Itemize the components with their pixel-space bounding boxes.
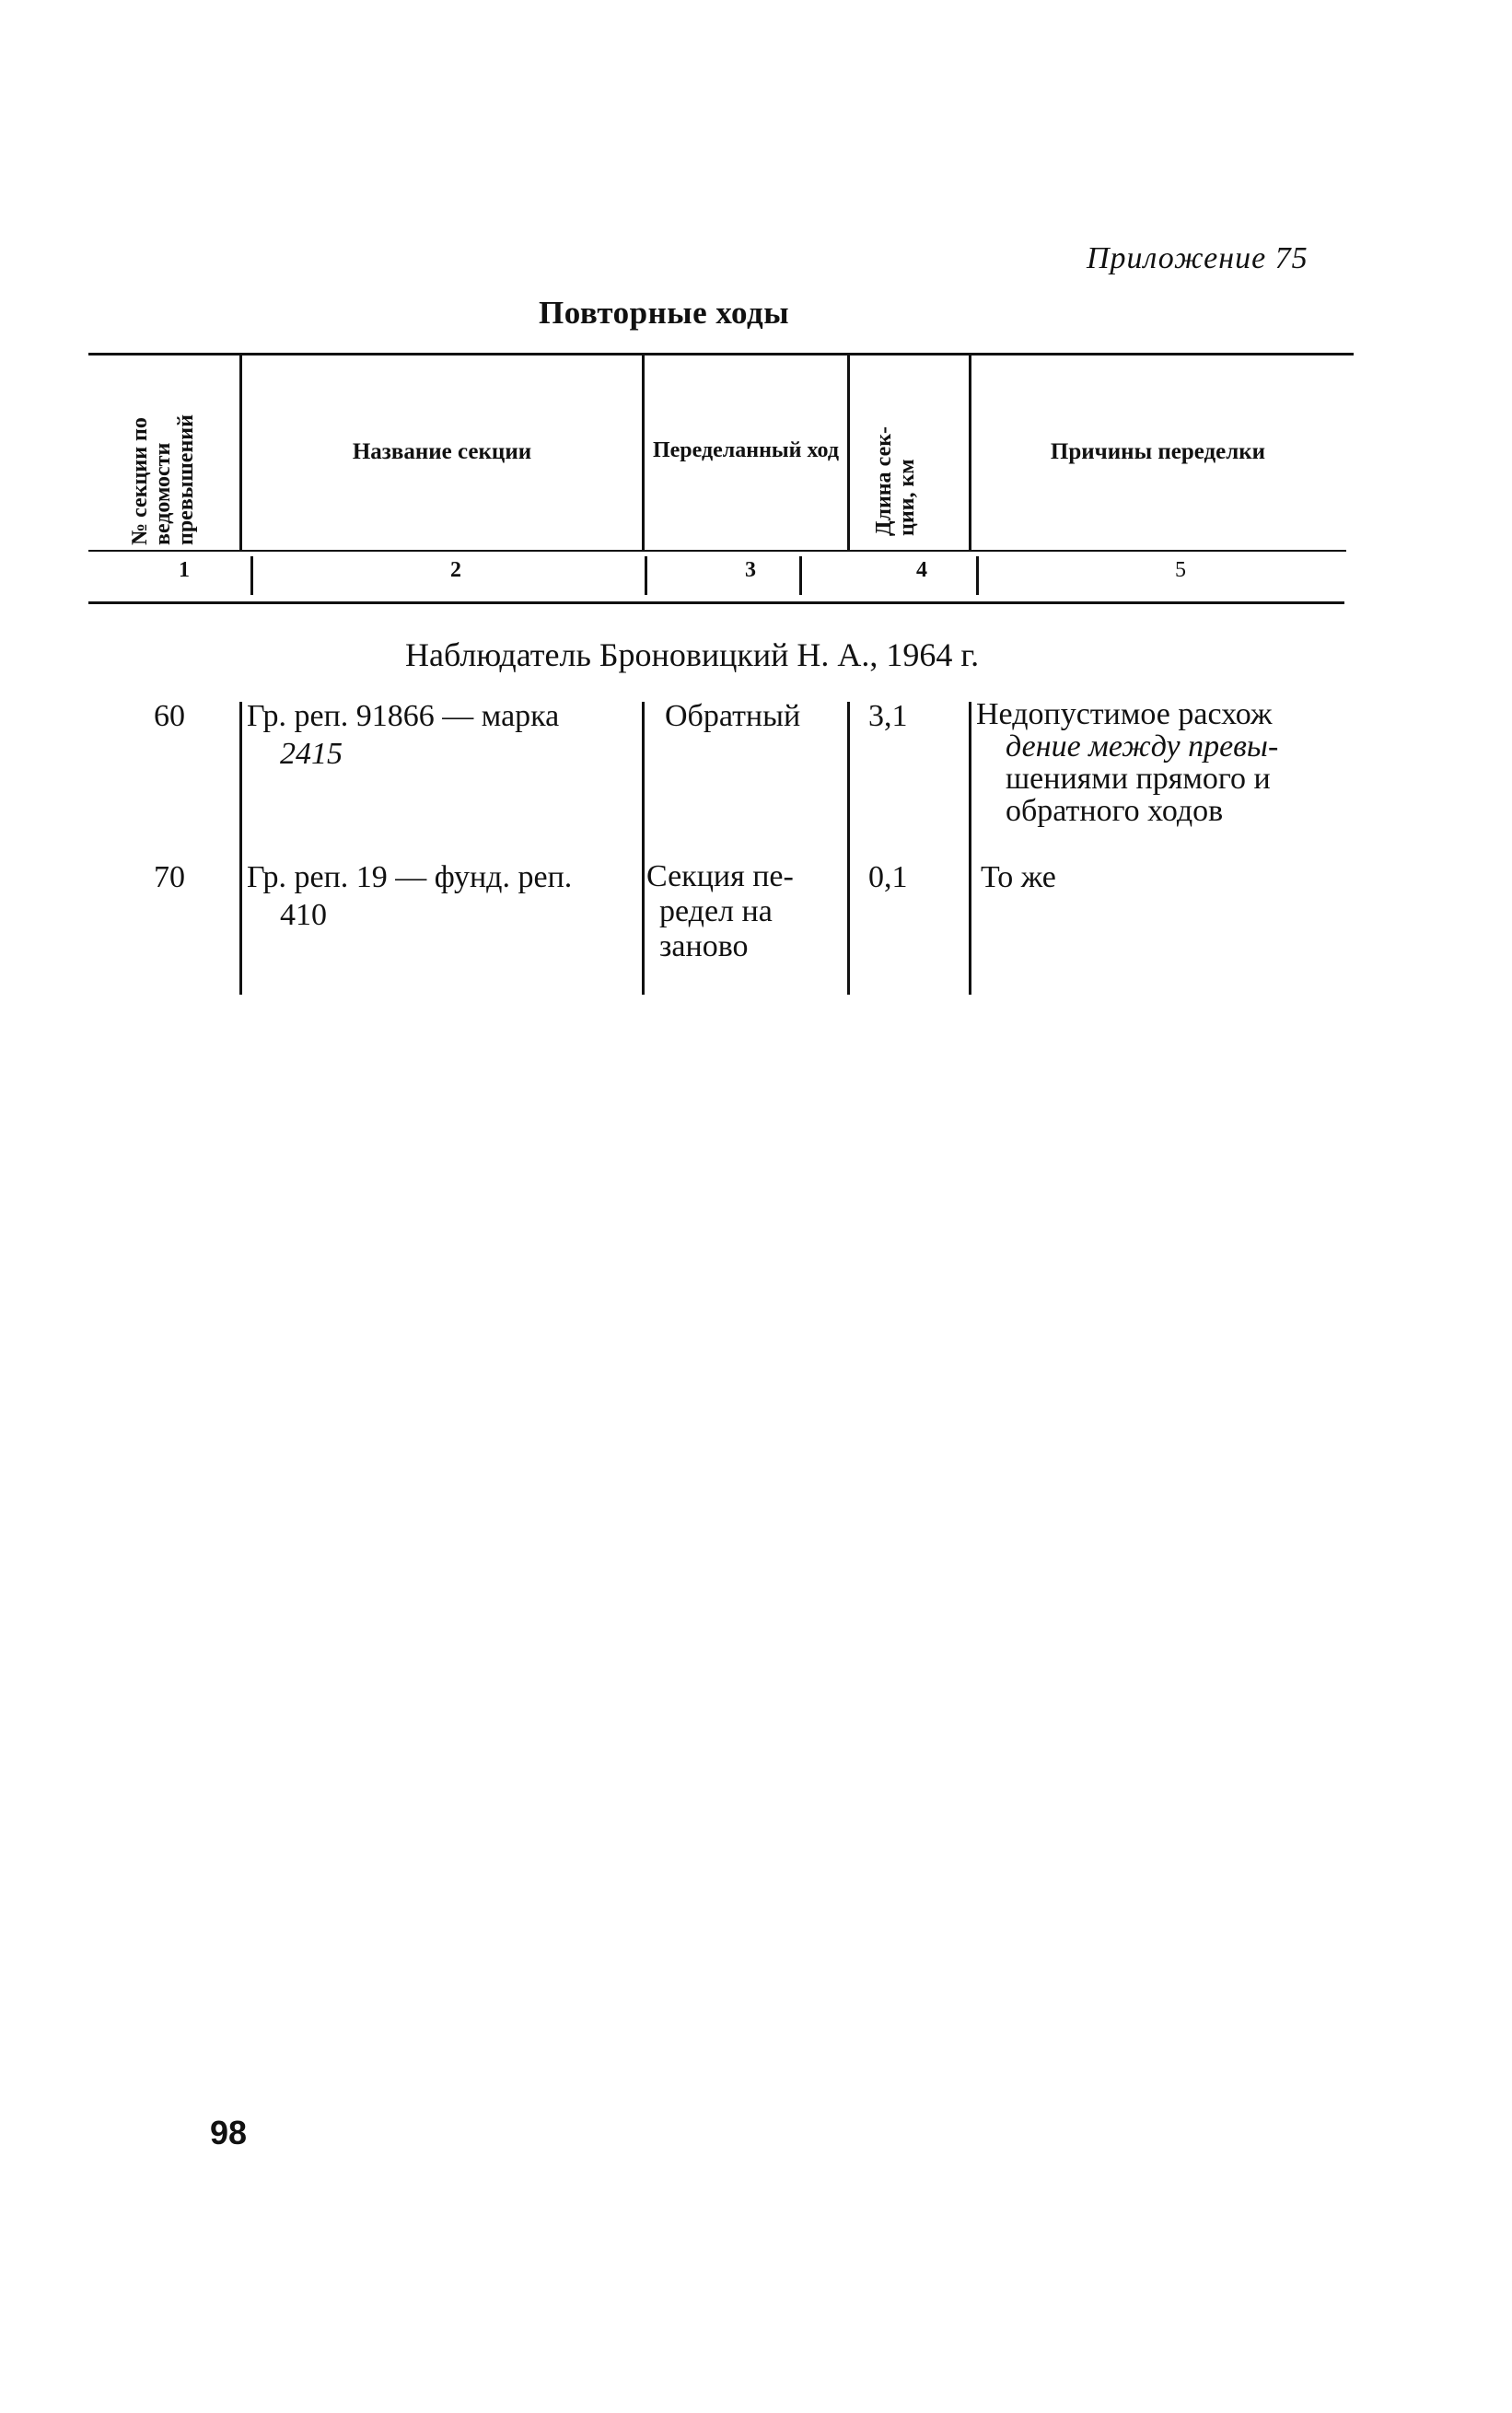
page-title: Повторные ходы: [539, 295, 790, 331]
header-col2: Название секции: [352, 438, 532, 464]
header-divider-2: [642, 355, 645, 550]
table-row-2-name: Гр. реп. 19 — фунд. реп. 410: [247, 860, 573, 932]
appendix-label: Приложение 75: [1087, 241, 1308, 275]
body-divider-3: [847, 702, 850, 995]
header-divider-3: [847, 355, 850, 550]
table-row-1-redo: Обратный: [665, 699, 801, 733]
column-number-4: 4: [916, 558, 927, 582]
header-col3: Переделанный ход: [652, 438, 840, 463]
observer-line: Наблюдатель Броновицкий Н. А., 1964 г.: [405, 636, 980, 673]
table-row-1-number: 60: [154, 699, 185, 733]
table-row-2-reason: То же: [981, 860, 1056, 894]
numrow-divider-3: [799, 556, 802, 595]
numrow-divider-2: [645, 556, 647, 595]
table-row-2-number: 70: [154, 860, 185, 894]
body-divider-4: [969, 702, 971, 995]
numrow-divider-4: [976, 556, 979, 595]
column-number-5: 5: [1175, 558, 1186, 582]
header-col4: Длина сек- ции, км: [872, 425, 920, 536]
table-row-2-length: 0,1: [868, 860, 908, 894]
header-bottom-rule: [88, 550, 1346, 552]
column-number-1: 1: [179, 558, 190, 582]
numrow-divider-1: [250, 556, 253, 595]
table-row-1-name: Гр. реп. 91866 — марка 2415: [247, 699, 560, 771]
header-col1: № секции по ведомости превышений: [128, 414, 199, 545]
column-number-2: 2: [450, 558, 461, 582]
body-divider-1: [239, 702, 242, 995]
page-number: 98: [210, 2114, 248, 2151]
header-col5: Причины переделки: [1050, 438, 1266, 464]
table-row-2-redo: Секция пе- редел на заново: [646, 859, 794, 964]
table-row-1-reason: Недопустимое расхож дение между превы- шениями прямого и обратного ходов: [976, 697, 1279, 829]
table-bottom-rule: [88, 601, 1344, 604]
table-row-1-length: 3,1: [868, 699, 908, 733]
column-number-3: 3: [745, 558, 756, 582]
